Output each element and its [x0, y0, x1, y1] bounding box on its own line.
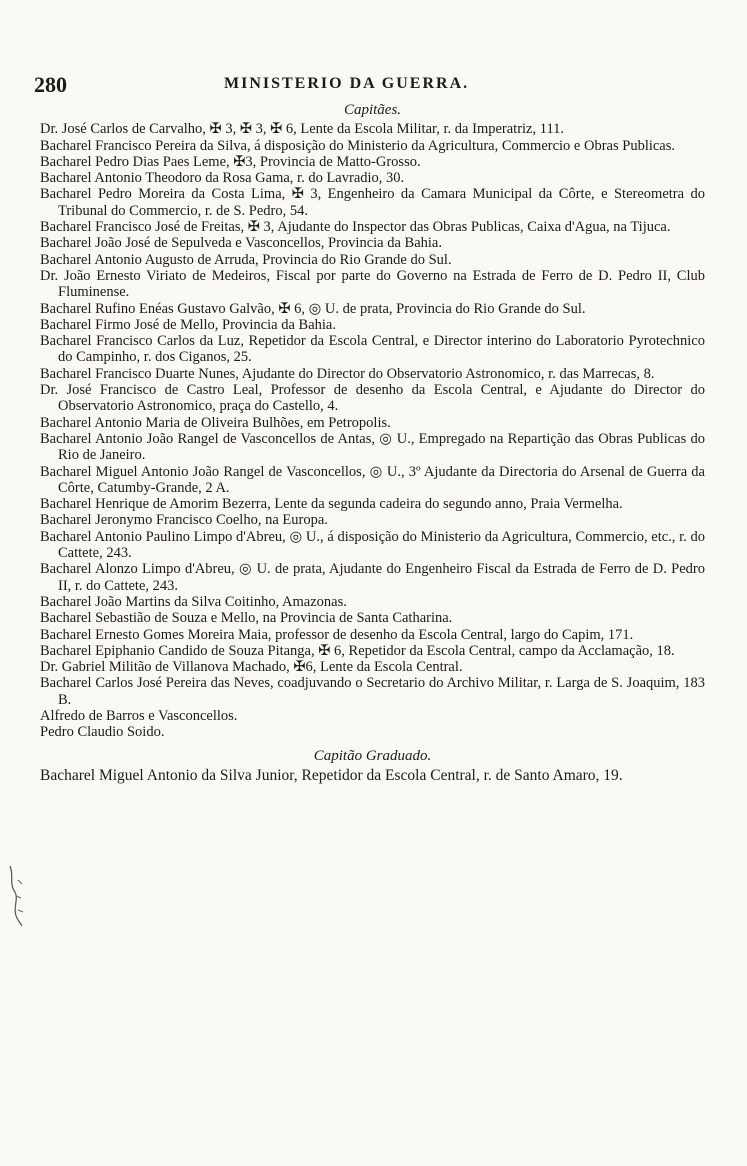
page-number: 280 — [34, 72, 67, 97]
page-header — [34, 72, 707, 98]
section-heading-capitaes: Capitães. — [343, 102, 402, 118]
list-item: Pedro Claudio Soido. — [40, 724, 165, 741]
list-item: Bacharel Sebastião de Souza e Mello, na Provincia de Santa Catharina. — [40, 610, 453, 627]
list-item: Bacharel Jeronymo Francisco Coelho, na Europa. — [40, 512, 328, 529]
list-item: Bacharel Antonio Paulino Limpo d'Abreu, ◎ U., á disposição do Ministerio da Agricultura, Commercio, etc., r. do Cattete, 243. — [40, 528, 705, 562]
page-content — [40, 102, 705, 785]
list-item: Bacharel Pedro Dias Paes Leme, ✠3, Provincia de Matto-Grosso. — [40, 153, 421, 170]
list-item: Bacharel João José de Sepulveda e Vasconcellos, Provincia da Bahia. — [40, 235, 442, 252]
list-item: Bacharel Antonio Theodoro da Rosa Gama, r. do Lavradio, 30. — [40, 170, 405, 187]
list-item: Bacharel Francisco José de Freitas, ✠ 3, Ajudante do Inspector das Obras Publicas, Caixa d'Agua, na Tijuca. — [40, 219, 671, 236]
list-item: Bacharel Antonio João Rangel de Vasconcellos de Antas, ◎ U., Empregado na Repartição das Obras Publicas do Rio de Janeiro. — [40, 430, 705, 464]
list-item: Bacharel Alonzo Limpo d'Abreu, ◎ U. de prata, Ajudante do Engenheiro Fiscal da Estrada de Ferro de D. Pedro II, r. do Cattete, 243. — [40, 561, 705, 594]
list-item: Bacharel Antonio Maria de Oliveira Bulhões, em Petropolis. — [40, 414, 391, 431]
list-item: Bacharel Miguel Antonio da Silva Junior, Repetidor da Escola Central, r. de Santo Amaro, 19. — [40, 766, 623, 784]
section-heading-capitao-graduado: Capitão Graduado. — [313, 747, 432, 764]
list-item: Dr. Gabriel Militão de Villanova Machado, ✠6, Lente da Escola Central. — [40, 659, 463, 676]
list-item: Dr. João Ernesto Viriato de Medeiros, Fiscal por parte do Governo na Estrada de Ferro de D. Pedro II, Club Fluminense. — [40, 267, 705, 301]
list-item: Dr. José Francisco de Castro Leal, Professor de desenho da Escola Central, e Ajudante do Director do Observatorio Astronomico, praça do Castello, 4. — [40, 382, 705, 415]
list-item: Bacharel Rufino Enéas Gustavo Galvão, ✠ 6, ◎ U. de prata, Provincia do Rio Grande do Sul. — [40, 300, 586, 317]
list-item: Bacharel Francisco Carlos da Luz, Repetidor da Escola Central, e Director interino do Laboratorio Pyrotechnico do Campinho, r. dos Ciganos, 25. — [40, 333, 705, 366]
list-item: Bacharel João Martins da Silva Coitinho, Amazonas. — [40, 593, 347, 610]
list-item: Bacharel Francisco Duarte Nunes, Ajudante do Director do Observatorio Astronomico, r. das Marrecas, 8. — [40, 365, 655, 382]
margin-ink-mark — [6, 862, 28, 928]
list-item: Alfredo de Barros e Vasconcellos. — [40, 707, 238, 724]
list-item: Bacharel Henrique de Amorim Bezerra, Lente da segunda cadeira do segundo anno, Praia Vermelha. — [40, 496, 623, 513]
list-item: Bacharel Carlos José Pereira das Neves, coadjuvando o Secretario do Archivo Militar, r. Larga de S. Joaquim, 183 B. — [40, 675, 705, 708]
list-item: Bacharel Antonio Augusto de Arruda, Provincia do Rio Grande do Sul. — [40, 251, 452, 268]
list-item: Bacharel Ernesto Gomes Moreira Maia, professor de desenho da Escola Central, largo do Capim, 171. — [40, 626, 634, 643]
list-item: Dr. José Carlos de Carvalho, ✠ 3, ✠ 3, ✠ 6, Lente da Escola Militar, r. da Imperatriz, 111. — [40, 121, 565, 138]
list-item: Bacharel Epiphanio Candido de Souza Pitanga, ✠ 6, Repetidor da Escola Central, campo da Acclamação, 18. — [40, 642, 675, 659]
list-item: Bacharel Firmo José de Mello, Provincia da Bahia. — [40, 316, 336, 333]
list-item: Bacharel Francisco Pereira da Silva, á disposição do Ministerio da Agricultura, Commercio e Obras Publicas. — [40, 137, 676, 154]
list-item: Bacharel Pedro Moreira da Costa Lima, ✠ 3, Engenheiro da Camara Municipal da Côrte, e Stereometra do Tribunal do Commercio, r. de S. Pedro, 54. — [40, 186, 705, 219]
list-item: Bacharel Miguel Antonio João Rangel de Vasconcellos, ◎ U., 3º Ajudante da Directoria do Arsenal de Guerra da Côrte, Catumby-Grande, 2 A. — [40, 463, 705, 496]
running-title: MINISTERIO DA GUERRA. — [224, 75, 470, 92]
